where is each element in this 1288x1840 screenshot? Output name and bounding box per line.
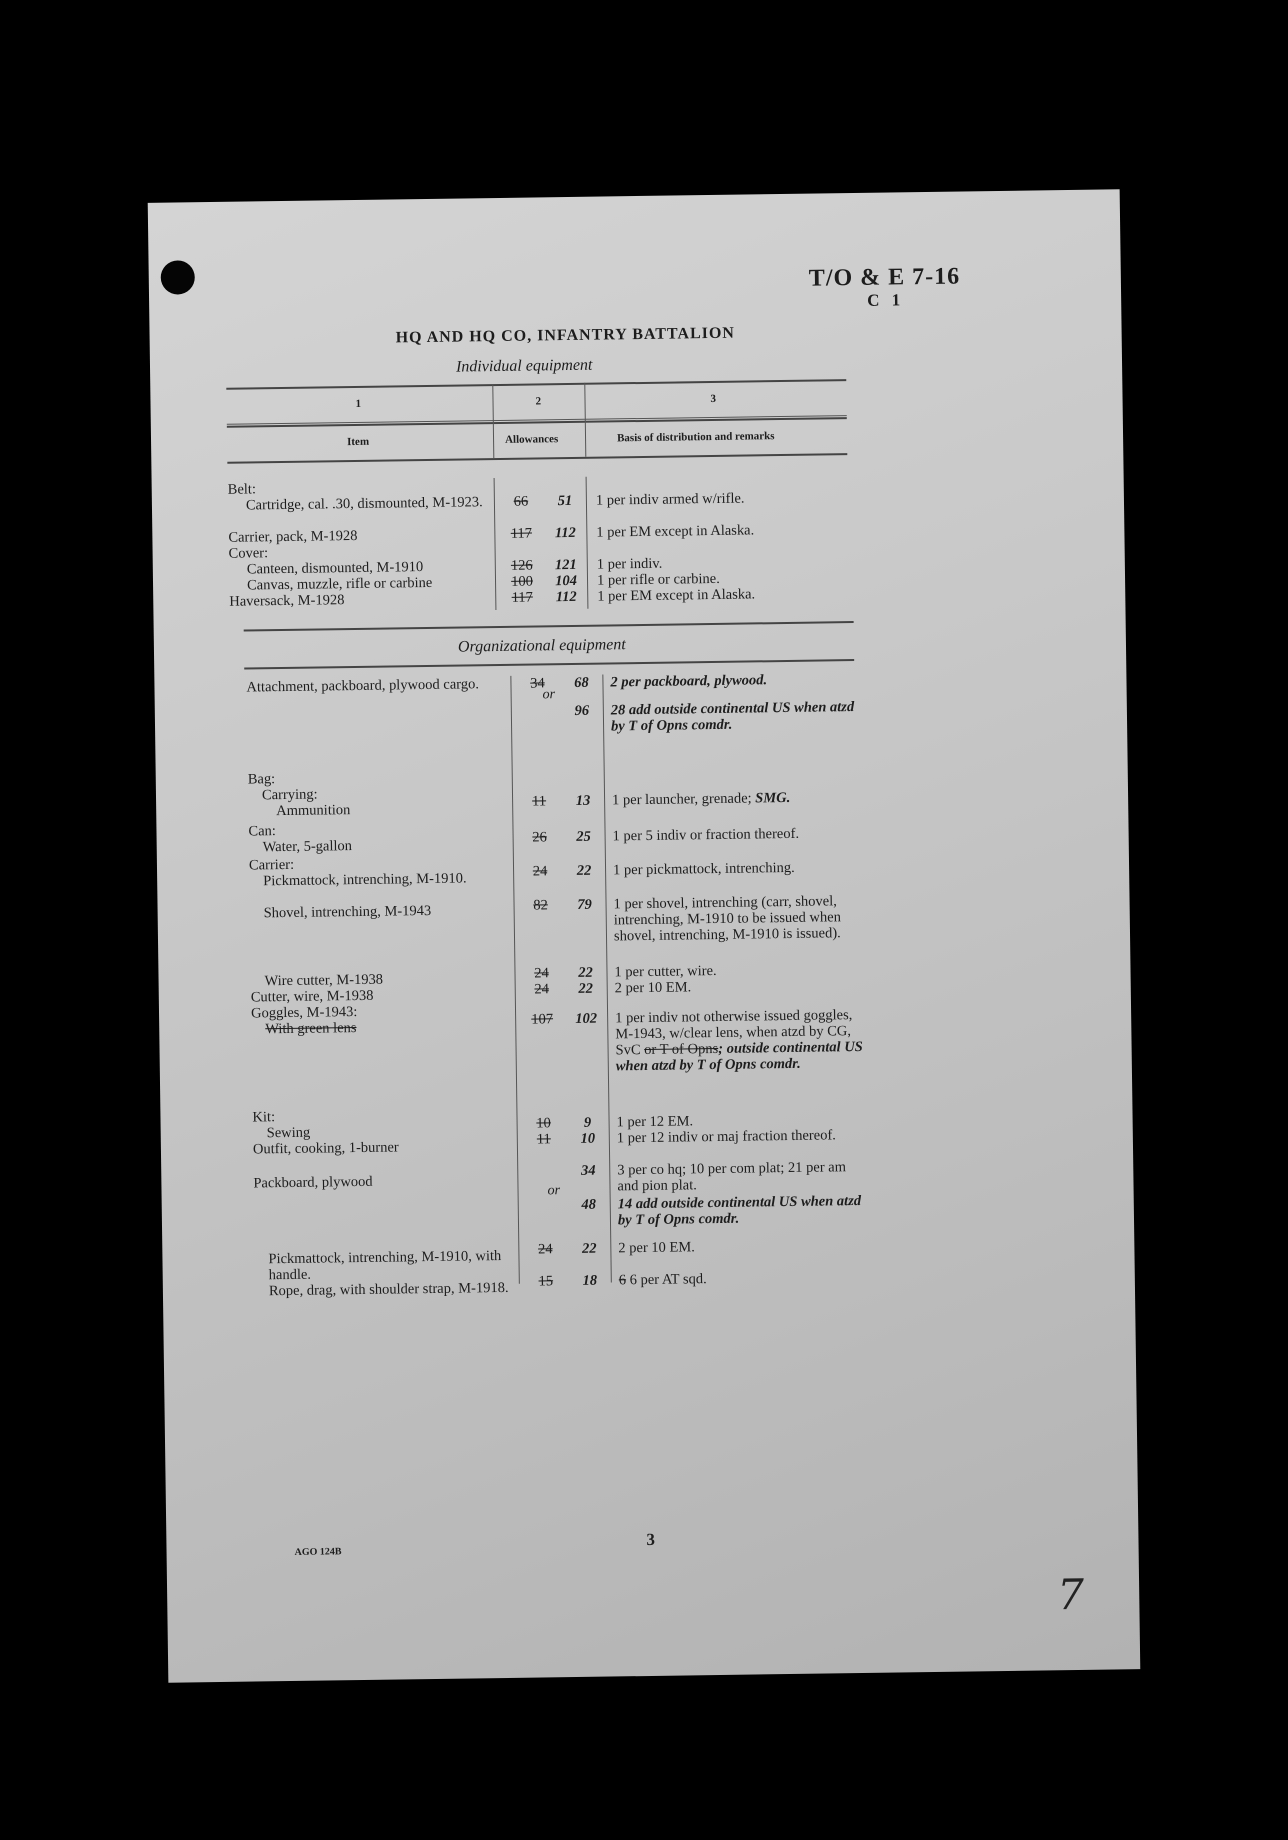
- remarks: [619, 1271, 707, 1288]
- item-name: Ammunition: [276, 802, 351, 820]
- allowance-new: 112: [555, 588, 577, 606]
- remarks: 14 add outside continental US when atzd by T of Opns comdr.: [617, 1192, 862, 1229]
- item-name: Rope, drag, with shoulder strap, M-1918.: [268, 1279, 509, 1300]
- section-title-organizational: Organizational equipment: [457, 636, 626, 656]
- column-number: 3: [710, 392, 717, 406]
- remarks: [612, 790, 790, 808]
- item-name: Packboard, plywood: [253, 1173, 373, 1192]
- unit-title: HQ AND HQ CO, INFANTRY BATTALION: [395, 324, 736, 347]
- remarks: 1 per indiv.: [596, 555, 663, 573]
- remarks: 1 per indiv armed w/rifle.: [595, 490, 745, 509]
- item-name: Shovel, intrenching, M-1943: [263, 902, 432, 922]
- allowance-new: 68: [574, 674, 589, 691]
- allowance-new: 22: [578, 980, 594, 997]
- item-name: Sewing: [266, 1124, 311, 1142]
- or-label: or: [542, 687, 556, 703]
- remarks: 2 per 10 EM.: [614, 979, 692, 997]
- remarks-text: 1 per launcher, grenade;: [611, 790, 752, 809]
- allowance-new: 18: [582, 1272, 598, 1289]
- item-heading: Bag:: [247, 771, 276, 788]
- remarks: 1 per 12 EM.: [616, 1113, 694, 1131]
- allowance-new: 22: [582, 1240, 597, 1257]
- allowance-new: 22: [576, 862, 592, 879]
- allowance-old: 10: [536, 1115, 551, 1132]
- item-name: Pickmattock, intrenching, M-1910, with handle.: [268, 1248, 502, 1284]
- individual-table: [228, 473, 850, 622]
- allowance-old: 11: [532, 793, 547, 810]
- remarks: 28 add outside continental US when atzd by T of Opns comdr.: [610, 699, 855, 735]
- column-header-allowances: Allowances: [504, 433, 559, 446]
- remarks: 1 per rifle or carbine.: [596, 570, 720, 589]
- remarks: 1 per cutter, wire.: [614, 962, 717, 981]
- allowance-new: 10: [580, 1130, 596, 1147]
- allowance-old: 24: [534, 965, 549, 982]
- allowance-new: 79: [577, 896, 592, 913]
- allowance-new: 13: [575, 792, 591, 809]
- item-name: Pickmattock, intrenching, M-1910.: [263, 870, 467, 890]
- allowance-new: 34: [580, 1162, 596, 1179]
- allowance-new: 22: [578, 964, 593, 981]
- allowance-new: 48: [581, 1196, 597, 1213]
- remarks: 1 per EM except in Alaska.: [597, 586, 756, 605]
- allowance-old: 24: [532, 863, 548, 880]
- item-name: Cartridge, cal. .30, dismounted, M-1923.: [245, 494, 483, 514]
- allowance-new: 9: [583, 1114, 592, 1131]
- header-bottom-rule: [227, 453, 847, 464]
- column-header-remarks: Basis of distribution and remarks: [616, 430, 775, 445]
- document-id: T/O & E 7-16: [808, 263, 961, 292]
- remarks: 3 per co hq; 10 per com plat; 21 per am and pion plat.: [617, 1159, 847, 1195]
- allowance-old: 34: [530, 675, 545, 692]
- allowance-old: 117: [511, 589, 533, 606]
- remarks-struck: 6: [618, 1272, 627, 1289]
- allowance-new: 104: [555, 572, 578, 590]
- allowance-old: 82: [533, 897, 548, 914]
- item-name: Water, 5-gallon: [262, 838, 353, 856]
- section-rule: [244, 621, 854, 632]
- remarks: [615, 1007, 866, 1074]
- allowance-old: 126: [510, 557, 533, 574]
- item-heading: Cover:: [228, 545, 269, 562]
- allowance-old: 11: [536, 1131, 551, 1148]
- allowance-new: 96: [574, 702, 590, 719]
- table-top-rule: [226, 379, 846, 390]
- remarks-added: SMG.: [755, 789, 791, 807]
- item-name: With green lens: [265, 1020, 357, 1038]
- item-name: Canvas, muzzle, rifle or carbine: [246, 574, 433, 594]
- section-title-individual: Individual equipment: [455, 356, 593, 376]
- item-heading: Goggles, M-1943:: [250, 1004, 358, 1022]
- remarks: 1 per 5 indiv or fraction thereof.: [612, 825, 800, 845]
- item-name: Outfit, cooking, 1-burner: [252, 1139, 399, 1158]
- remarks-struck: or T of Opns: [644, 1040, 719, 1059]
- remarks: 1 per shovel, intrenching (carr, shovel, intrenching, M-1910 to be issued when shovel, intrenching, M-1910 is issued).: [613, 893, 842, 945]
- item-heading: Kit:: [252, 1109, 276, 1126]
- allowance-old: 26: [532, 829, 547, 846]
- column-number: 2: [535, 395, 542, 408]
- remarks-added: ; outside continental US when atzd by T of Opns comdr.: [615, 1038, 863, 1075]
- allowance-old: 107: [531, 1011, 554, 1028]
- change-number: C 1: [867, 290, 905, 310]
- allowance-old: 100: [511, 573, 534, 590]
- allowance-new: 121: [554, 556, 577, 574]
- item-name: Canteen, dismounted, M-1910: [246, 559, 424, 578]
- allowance-new: 102: [575, 1010, 598, 1027]
- remarks: 2 per packboard, plywood.: [610, 672, 768, 691]
- remarks: 1 per pickmattock, intrenching.: [612, 859, 795, 879]
- document-page: [148, 189, 1141, 1682]
- item-heading: Carrying:: [261, 786, 318, 804]
- column-number: 1: [355, 397, 362, 410]
- section-rule: [244, 659, 854, 670]
- punch-hole: [161, 260, 195, 294]
- item-name: Wire cutter, M-1938: [264, 971, 384, 990]
- page-number: 3: [646, 1529, 656, 1550]
- allowance-old: 15: [538, 1273, 554, 1290]
- remarks: 2 per 10 EM.: [618, 1239, 695, 1257]
- allowance-new: 51: [557, 492, 573, 510]
- allowance-new: 112: [554, 524, 576, 542]
- form-number: AGO 124B: [294, 1546, 342, 1558]
- handwritten-number: 7: [1056, 1569, 1085, 1620]
- allowance-old: 66: [513, 493, 529, 510]
- allowance-old: 24: [534, 981, 550, 998]
- column-divider: [586, 477, 589, 609]
- item-heading: Can:: [248, 823, 277, 840]
- allowance-old: 24: [538, 1241, 553, 1258]
- item-name: Cutter, wire, M-1938: [250, 987, 374, 1006]
- allowance-old: 117: [510, 525, 533, 542]
- item-heading: Belt:: [227, 481, 257, 498]
- remarks: 1 per 12 indiv or maj fraction thereof.: [616, 1127, 836, 1147]
- item-name: Haversack, M-1928: [229, 592, 345, 610]
- or-label: or: [547, 1183, 561, 1199]
- remarks-text: 6 per AT sqd.: [629, 1271, 707, 1289]
- item-name: Attachment, packboard, plywood cargo.: [246, 676, 480, 696]
- organizational-table: [246, 671, 875, 1300]
- item-name: Carrier, pack, M-1928: [228, 527, 358, 546]
- item-heading: Carrier:: [248, 856, 295, 874]
- allowance-new: 25: [576, 828, 591, 845]
- remarks: 1 per EM except in Alaska.: [596, 522, 755, 541]
- column-header-item: Item: [346, 435, 370, 449]
- remarks-text: 1 per indiv not otherwise issued goggles, M-1943, w/clear lens, when atzd by CG, SvC: [615, 1007, 853, 1059]
